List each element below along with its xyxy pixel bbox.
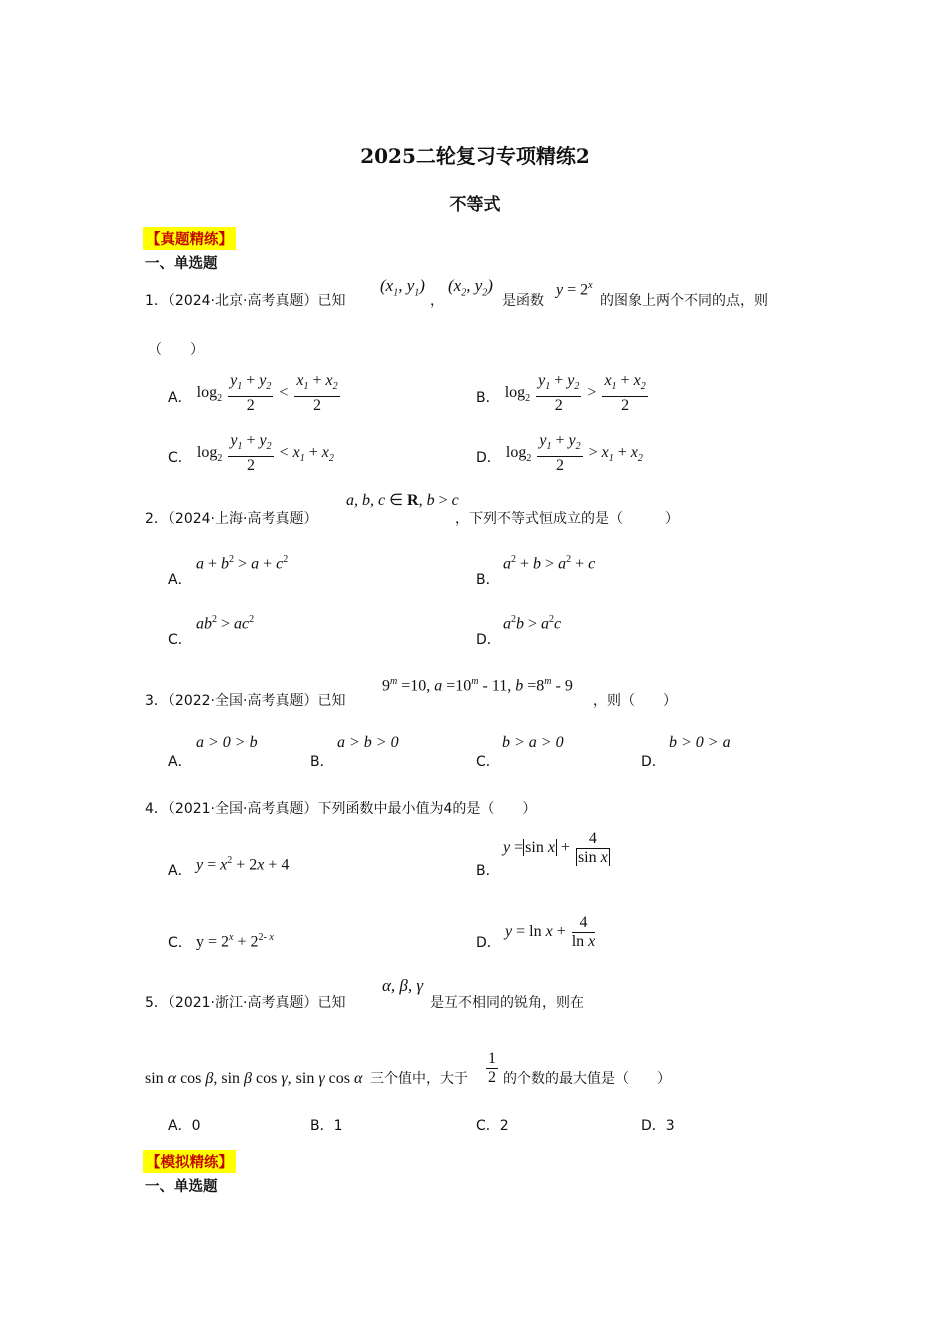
section-heading: 一、单选题 bbox=[145, 1179, 218, 1195]
page-subtitle: 不等式 bbox=[449, 195, 501, 215]
q1-option-b[interactable]: B． $\log_2$ $\frac{y_1 + y_2}{2}$ > $\frac{x_1 + x_2}{2}$ bbox=[476, 372, 646, 415]
q1-option-a[interactable]: A． $\log_2$ $\frac{y_1 + y_2}{2}$ < $\frac{x_1 + x_2}{2}$ bbox=[168, 372, 338, 415]
q3-option-d[interactable]: b > 0 > a bbox=[669, 734, 731, 751]
question-2-line bbox=[145, 508, 317, 528]
q4-option-c[interactable]: $y = 2^x + 2^{2- x}$ bbox=[196, 932, 274, 951]
option-value: 1 bbox=[333, 1118, 343, 1134]
question-number: 5． bbox=[145, 995, 168, 1011]
option-label: C． bbox=[168, 450, 192, 467]
condition-expr: a, b, c ∈ R, b > c bbox=[346, 492, 459, 509]
question-1-line bbox=[145, 290, 345, 310]
option-label: B． bbox=[476, 863, 500, 879]
question-number: 3． bbox=[145, 693, 168, 709]
question-number: 2． bbox=[145, 511, 168, 527]
q3-option-a[interactable]: a > 0 > b bbox=[196, 734, 258, 751]
answer-paren: （ ） bbox=[148, 342, 204, 358]
page-title: 2025二轮复习专项精练2 bbox=[360, 144, 590, 168]
question-source: （2021·全国·高考真题）下列函数中最小值为4的是（ ） bbox=[167, 801, 537, 817]
option-label: D． bbox=[476, 632, 501, 648]
q5-option-d[interactable] bbox=[641, 1115, 675, 1135]
question-4-line bbox=[145, 798, 536, 818]
q1-option-c[interactable]: C． $\log_2$ $\frac{y_1 + y_2}{2}$ < $x_1 + x_2$ bbox=[168, 432, 334, 475]
trig-expr: sin α cos β, sin β cos γ, sin γ cos α bbox=[145, 1070, 363, 1087]
q2-option-a[interactable]: $a + b^2 > a + c^2$ bbox=[196, 554, 289, 573]
comma: ， bbox=[430, 293, 444, 309]
question-number: 1． bbox=[145, 293, 168, 309]
option-label: B． bbox=[476, 390, 500, 407]
option-label: C． bbox=[168, 632, 192, 648]
q3-option-c[interactable]: b > a > 0 bbox=[502, 734, 564, 751]
question-text-3: 的个数的最大值是（ ） bbox=[503, 1071, 671, 1087]
option-label: B． bbox=[310, 1118, 334, 1134]
section-banner-real: 【真题精练】 bbox=[143, 227, 236, 250]
question-3-line bbox=[145, 690, 345, 710]
q4-option-d[interactable]: y = ln x + $\frac{4}{\text{ln x}}$ bbox=[505, 914, 596, 950]
option-value: 2 bbox=[499, 1118, 509, 1134]
option-label: B． bbox=[310, 754, 334, 770]
q1-option-d[interactable]: D． $\log_2$ $\frac{y_1 + y_2}{2}$ > $x_1 + x_2$ bbox=[476, 432, 643, 475]
question-5-line bbox=[145, 992, 345, 1012]
q5-option-a[interactable] bbox=[168, 1115, 201, 1135]
angle-vars: α, β, γ bbox=[382, 976, 424, 995]
q2-option-c[interactable]: $ab^2 > ac^2$ bbox=[196, 614, 255, 633]
question-number: 4． bbox=[145, 801, 168, 817]
section-heading: 一、单选题 bbox=[145, 256, 218, 272]
question-text: ，下列不等式恒成立的是（ ） bbox=[455, 511, 679, 527]
option-label: D． bbox=[476, 935, 501, 951]
question-source: （2021·浙江·高考真题）已知 bbox=[167, 995, 346, 1011]
question-text-tail: 的图象上两个不同的点，则 bbox=[600, 293, 768, 309]
q4-option-b[interactable]: y = sin x + $\frac{4}{\text{sin x}}$ bbox=[503, 830, 608, 866]
option-label: D． bbox=[476, 450, 501, 467]
question-source: （2024·北京·高考真题）已知 bbox=[167, 293, 346, 309]
option-label: A． bbox=[168, 863, 192, 879]
q2-option-b[interactable]: $a^2 + b > a^2 + c$ bbox=[503, 554, 596, 573]
point-1: ($x_1$, $y_1$) bbox=[380, 276, 425, 299]
option-label: A． bbox=[168, 390, 192, 407]
q5-option-b[interactable] bbox=[310, 1115, 343, 1135]
question-text: 是函数 bbox=[502, 293, 544, 309]
option-value: 0 bbox=[191, 1118, 201, 1134]
question-text: ，则（ ） bbox=[593, 693, 677, 709]
option-value: 3 bbox=[665, 1118, 675, 1134]
option-label: A． bbox=[168, 1118, 192, 1134]
one-half: $\frac{1}{2}$ bbox=[488, 1050, 496, 1086]
point-2: ($x_2$, $y_2$) bbox=[448, 276, 493, 299]
option-label: C． bbox=[476, 754, 500, 770]
question-source: （2022·全国·高考真题）已知 bbox=[167, 693, 346, 709]
q2-option-d[interactable]: $a^2b > a^2c$ bbox=[503, 614, 562, 633]
given-expr: 9$^m$ =10, $a =10^m - 11$, $b =8^m - 9$ bbox=[382, 676, 573, 695]
option-label: C． bbox=[168, 935, 192, 951]
option-label: A． bbox=[168, 754, 192, 770]
option-label: D． bbox=[641, 1118, 666, 1134]
question-text: 是互不相同的锐角，则在 bbox=[430, 995, 584, 1011]
function-expr: y = 2$^x$ bbox=[556, 280, 593, 299]
option-label: B． bbox=[476, 572, 500, 588]
section-banner-mock: 【模拟精练】 bbox=[143, 1150, 236, 1173]
question-text-2: 三个值中，大于 bbox=[370, 1071, 468, 1087]
q4-option-a[interactable]: $y = x^2 + 2x + 4$ bbox=[196, 855, 290, 874]
question-source: （2024·上海·高考真题） bbox=[167, 511, 318, 527]
q3-option-b[interactable]: a > b > 0 bbox=[337, 734, 399, 751]
option-label: C． bbox=[476, 1118, 500, 1134]
q5-option-c[interactable] bbox=[476, 1115, 509, 1135]
option-label: A． bbox=[168, 572, 192, 588]
option-label: D． bbox=[641, 754, 666, 770]
